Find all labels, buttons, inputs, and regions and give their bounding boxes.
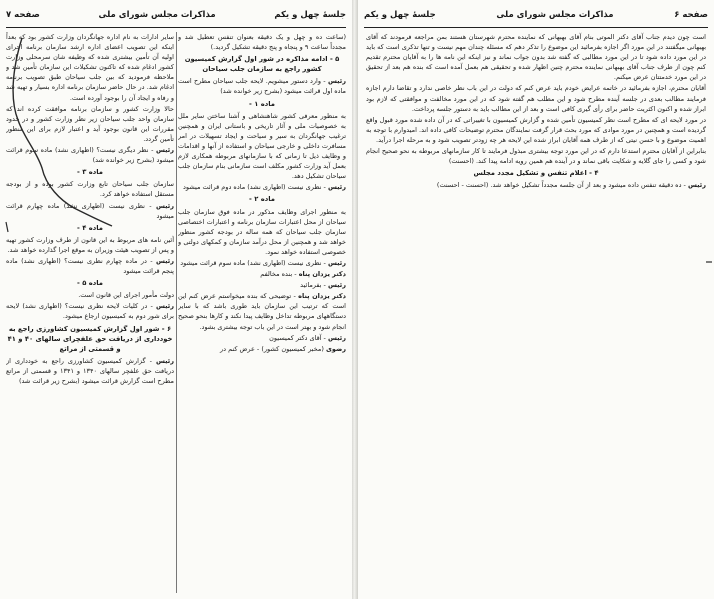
paragraph: سایر ادارات به نام اداره جهانگردان وزارت کشور بود که بعداً اینکه این تصویب اعضای اداره ارشد سازمان برنامه اجرای اولیه آن تأمین بیشتری شده که وظیفه شان سرمحلی وزارت کشور ادغام شده که تاکنون تشکیلات این سازمان تأمین شد و ملاحظه فرمودید که بین جلب سیاحان طبق تصویب برنامه ادغام شد. در حال حاضر سازمان برنامه اداره بسیار و تهیه شد و رفاه و ایجاد آن را بوجود آورده است. <box>6 33 174 102</box>
header-subtitle: مذاکرات مجلس شورای ملی <box>98 10 216 20</box>
speaker-remark <box>6 256 174 276</box>
left-page-left-column <box>6 32 174 595</box>
paragraph: بنابراین از آقایان محترم استدعا دارم که در این مورد توجه بیشتری مبذول فرمایند تا کار سازمانهای مربوطه به نحو صحیح انجام شود و کسی را جای گلایه و شکایت باقی نماند و در آینده هم همین رویه ادامه پیدا کند. (احسنت) <box>366 147 706 166</box>
speaker-remark <box>178 333 346 343</box>
speaker-name: دکتر یزدان پناه <box>298 270 346 279</box>
header-rule <box>364 27 708 28</box>
section-heading: ماده ۳ - <box>77 168 103 177</box>
remark-text: - نظری نیست (اظهاری نشد) ماده چهارم قرائت میشود <box>6 201 174 220</box>
remark-text: - گزارش کمیسیون کشاورزی راجع به خودداری از دریافت حق علفچر سالهای ۱۳۴۰ و ۱۳۴۱ و قسمتی از مراتع مطرح است گزارش قرائت میشود (بشرح زیر قرائت شد) <box>6 356 174 385</box>
speaker-remark <box>366 180 706 190</box>
speaker-name: رئیس <box>327 258 346 267</box>
session-title: جلسهٔ چهل و یکم <box>274 10 346 20</box>
paragraph: دولت مأمور اجرای این قانون است. <box>78 291 174 300</box>
header-rule <box>6 27 346 28</box>
header-subtitle: مذاکرات مجلس شورای ملی <box>496 10 614 20</box>
section-heading: ماده ۵ - <box>77 279 103 288</box>
speaker-remark <box>178 269 346 279</box>
speaker-remark <box>178 291 346 331</box>
remark-text: - بفرمائید <box>300 281 328 290</box>
speaker-name: رئیس <box>327 77 346 86</box>
speaker-name: رئیس <box>155 201 174 210</box>
paragraph: سازمان جلب سیاحان تابع وزارت کشور بوده و از بودجه مستقل استفاده خواهد کرد. <box>6 180 174 199</box>
speaker-name: رضوی <box>325 344 346 353</box>
paragraph: آقایان محترم، اجازه بفرمائید در خاتمه عرایض خودم باید عرض کنم که دولت در این باب نظر خاصی ندارد و تقاضا دارم اجازه فرمایند مطالب بعدی در جلسه آینده مطرح شود و این مطلب هم گفته شود که در این مورد مخالفت و موافقتی که لازم بود ابراز شده و اکنون اکثریت حاضر برای رأی گیری کافی است و بعد از این مطالب باید به دستور جلسه پرداخت. <box>366 84 706 113</box>
speaker-name: رئیس <box>155 146 174 155</box>
paragraph: حالا وزارت کشور و سازمان برنامه موافقت کرده اند که سازمان واحد جلب سیاحان زیر نظر وزارت کشور و در حدود مقررات این قانون بوجود آید و اعتبار لازم برای این منظور تأمین گردد. <box>6 104 174 143</box>
page-number: صفحه ۶ <box>674 10 708 20</box>
speaker-remark <box>178 258 346 268</box>
page-number: صفحه ۷ <box>6 10 40 20</box>
paragraph: به منظور معرفی کشور شاهنشاهی و آشنا ساختن سایر ملل به خصوصیات ملی و آثار تاریخی و باستانی ایران و همچنین ترغیب جهانگردان به سیر و سیاحت و ایجاد تسهیلات در امر مسافرت داخلی و خارجی سیاحان و استفاده از آنها و اقدامات و وظایف ذیل تا زمانی که با سازمانهای مربوطه همکاری لازم بعمل آید وزارت کشور مکلف است سازمانی بنام سازمان جلب سیاحان تشکیل دهد. <box>178 111 346 181</box>
paragraph: (ساعت ده و چهل و یک دقیقه بعنوان تنفس تعطیل شد و مجدداً ساعت ۹ و پنجاه و پنج دقیقه تشکیل گردید.) <box>178 33 346 52</box>
speaker-name: رئیس <box>155 256 174 265</box>
speaker-name: رئیس <box>327 333 346 342</box>
speaker-name: دکتر یزدان پناه <box>298 292 346 301</box>
remark-text: - نظر دیگری نیست؟ (اظهاری نشد) ماده سوم قرائت میشود (بشرح زیر خوانده شد) <box>6 146 174 165</box>
speaker-name: رئیس <box>155 356 174 365</box>
remark-text: - در ماده چهارم نظری نیست؟ (اظهاری نشد) ماده پنجم قرائت میشود <box>6 256 174 276</box>
section-heading: ۵ - ادامه مذاکره در شور اول گزارش کمیسیون کشور راجع به سازمان جلب سیاحان <box>184 55 340 74</box>
section-heading: ۴ - اعلام تنفس و تشکیل مجدد مجلس <box>473 169 599 178</box>
section-heading: ماده ۲ - <box>249 195 275 204</box>
paragraph: است چون دیدم جناب آقای دکتر الموتی بنام آقای بهبهانی که نماینده محترم شهرستان هستند بمن مراجعه فرمودند که آقای بهبهانی میگفتند در این مورد اگر اجازه بفرمائید این موضوع را تذکر دهم که مسئله چندان مهم نیست و تنها تذکری است که باید در این مورد داده شود تا در این مورد مطالبی که گفته شد بدون جواب نماند و نیز اینکه این نامه ها را به آقایان محترم تقدیم کنم چون از طرف جناب آقای بهبهانی نماینده محترم چنین اظهار شده و تحقیقی هم بعمل آمده است که بنده هم بعد از تحقیق در این مورد خدمتتان عرض میکنم. <box>366 33 706 82</box>
remark-text: - بنده مخالفم <box>260 270 299 279</box>
speaker-name: رئیس <box>155 302 174 311</box>
right-page-body <box>366 32 706 595</box>
left-page <box>0 0 352 599</box>
speaker-remark <box>178 344 346 354</box>
remark-text: (مخبر کمیسیون کشور) - عرض کنم در <box>219 344 326 353</box>
speaker-remark <box>6 356 174 386</box>
column-divider <box>176 32 177 593</box>
remark-text: - نظری نیست (اظهاری نشد) ماده دوم قرائت میشود <box>182 183 328 192</box>
paragraph: آئین نامه های مربوط به این قانون از طرف وزارت کشور تهیه و پس از تصویب هیئت وزیران به موقع اجرا گذارده خواهد شد. <box>6 235 174 254</box>
speaker-remark <box>6 301 174 321</box>
right-page <box>358 0 714 599</box>
section-heading: ماده ۱ - <box>249 99 275 108</box>
page-header <box>364 4 708 26</box>
remark-text: - ده دقیقه تنفس داده میشود و بعد از آن جلسه مجدداً تشکیل خواهد شد. (احسنت - احسنت) <box>436 181 688 190</box>
speaker-remark <box>178 76 346 96</box>
paragraph: در مورد لایحه ای که مطرح است نظر کمیسیون تأمین شده و گزارش کمیسیون با تغییراتی که در آن داده شده مورد قبول واقع گردیده است و همچنین در مورد موادی که مورد بحث قرار گرفت نمایندگان محترم توضیحات کافی داده اند. امیدوارم با توجه به اهمیت موضوع و با حسن نیتی که از طرف همه آقایان ابراز شده این لایحه هر چه زودتر تصویب شود و به مرحله اجرا درآید. <box>366 115 706 144</box>
paragraph: به منظور اجرای وظایف مذکور در ماده فوق سازمان جلب سیاحان از محل اعتبارات سازمان برنامه و اعتبارات اختصاصی سازمان جلب سیاحان که همه ساله در بودجه کشور منظور خواهد شد و همچنین از محل درآمد سازمان و کمکهای دولتی و خصوصی استفاده خواهد نمود. <box>178 207 346 256</box>
page-header <box>6 4 346 26</box>
speaker-remark <box>178 182 346 192</box>
section-heading: ۶ - شور اول گزارش کمیسیون کشاورزی راجع به خودداری از دریافت حق علفچرای سالهای ۴۰ و ۴۱ و قسمتی از مراتع <box>7 324 173 353</box>
left-page-right-column <box>178 32 346 595</box>
section-heading: ماده ۴ - <box>77 223 103 232</box>
speaker-remark <box>6 201 174 221</box>
speaker-remark <box>6 145 174 165</box>
remark-text: - وارد دستور میشویم. لایحه جلب سیاحان مطرح است ماده اول قرائت میشود (بشرح زیر خوانده شد) <box>178 77 346 96</box>
speaker-name: رئیس <box>327 183 346 192</box>
remark-text: - نظری نیست (اظهاری نشد) ماده سوم قرائت میشود <box>180 258 328 267</box>
speaker-name: رئیس <box>327 281 346 290</box>
remark-text: - در کلیات لایحه نظری نیست؟ (اظهاری نشد) لایحه برای شور دوم به کمیسیون ارجاع میشود. <box>6 302 174 321</box>
speaker-remark <box>178 280 346 290</box>
remark-text: - توضیحی که بنده میخواستم عرض کنم این است که ترتیب این سازمان باید طوری باشد که با سایر دستگاههای مربوطه تداخل وظایف پیدا نکند و کارها بنحو صحیح انجام شود و بهتر است در این باب توجه بیشتری بشود. <box>178 292 346 331</box>
session-title: جلسهٔ چهل و یکم <box>364 10 436 20</box>
remark-text: - آقای دکتر کمیسیون <box>269 333 328 342</box>
speaker-name: رئیس <box>687 181 706 190</box>
